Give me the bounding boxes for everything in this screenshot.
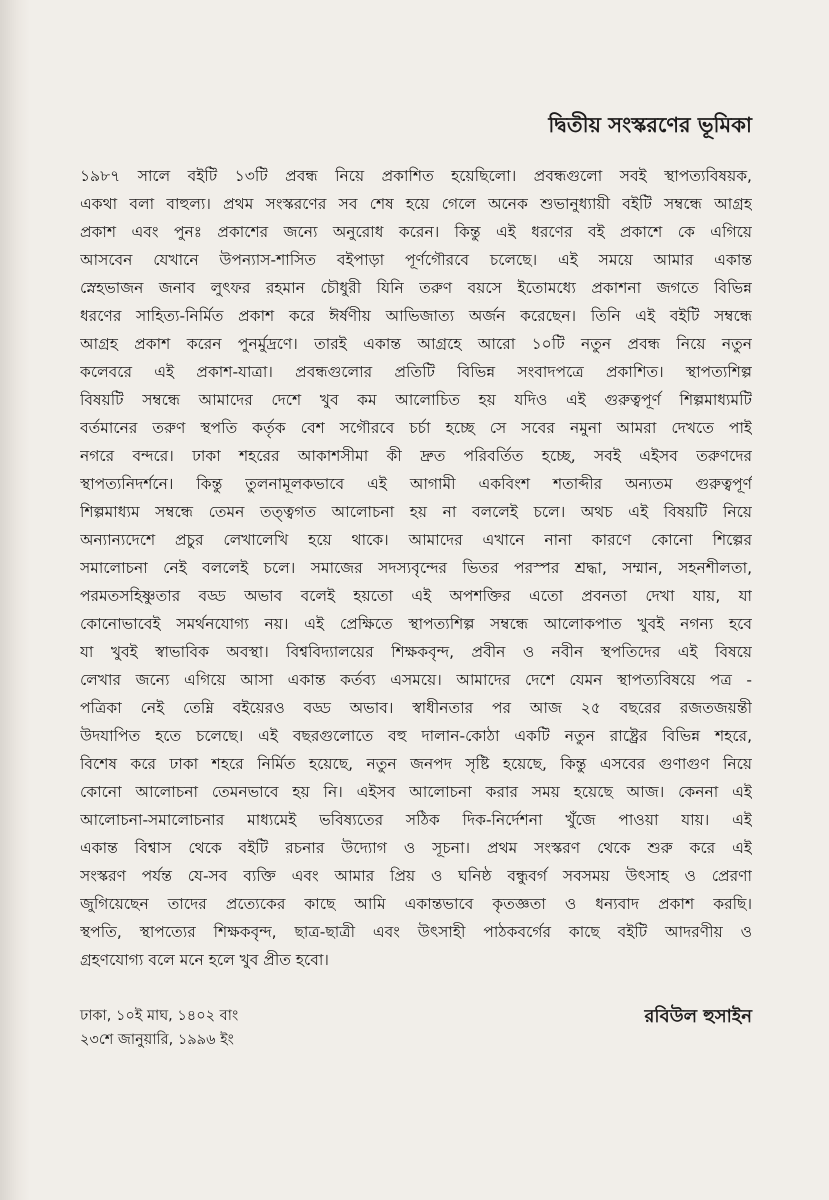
body-line: একান্ত বিশ্বাস থেকে বইটি রচনার উদ্যোগ ও সূচনা। প্রথম সংস্করণ থেকে শুরু করে এই [80, 839, 752, 857]
body-line: সমালোচনা নেই বললেই চলে। সমাজের সদস্যবৃন্দের ভিতর পরস্পর শ্রদ্ধা, সম্মান, সহনশীলতা, [80, 559, 752, 577]
body-line: গ্রহণযোগ্য বলে মনে হলে খুব প্রীত হবো। [80, 951, 329, 969]
body-line: শিল্পমাধ্যম সম্বন্ধে তেমন তত্ত্বগত আলোচনা হয় না বললেই চলে। অথচ এই বিষয়টি নিয়ে [80, 503, 752, 521]
body-line: বিষয়টি সম্বন্ধে আমাদের দেশে খুব কম আলোচিত হয় যদিও এই গুরুত্বপূর্ণ শিল্পমাধ্যমটি [80, 391, 752, 409]
body-line: বর্তমানের তরুণ স্থপতি কর্তৃক বেশ সগৌরবে চর্চা হচ্ছে সে সবের নমুনা আমরা দেখতে পাই [80, 419, 752, 437]
body-line: ১৯৮৭ সালে বইটি ১৩টি প্রবন্ধ নিয়ে প্রকাশিত হয়েছিলো। প্রবন্ধগুলো সবই স্থাপত্যবিষয়ক, [80, 167, 752, 185]
signature-block [80, 1004, 752, 1064]
page-gutter-shadow [0, 0, 30, 1200]
body-line: আসবেন যেখানে উপন্যাস-শাসিত বইপাড়া পূর্ণগৌরবে চলেছে। এই সময়ে আমার একান্ত [80, 251, 752, 269]
body-line: ধরণের সাহিত্য-নির্মিত প্রকাশ করে ঈর্ষণীয় আভিজাত্য অর্জন করেছেন। তিনি এই বইটি সম্বন্ধে [80, 307, 752, 325]
body-line: কলেবরে এই প্রকাশ-যাত্রা। প্রবন্ধগুলোর প্রতিটি বিভিন্ন সংবাদপত্রে প্রকাশিত। স্থাপত্যশিল্প [80, 363, 752, 381]
place-date-line: ঢাকা, ১০ই মাঘ, ১৪০২ বাং [80, 1008, 239, 1024]
body-line: একথা বলা বাহুল্য। প্রথম সংস্করণের সব শেষ হয়ে গেলে অনেক শুভানুধ্যায়ী বইটি সম্বন্ধে আগ্রহ [80, 195, 752, 213]
body-line: কোনোভাবেই সমর্থনযোগ্য নয়। এই প্রেক্ষিতে স্থাপত্যশিল্প সম্বন্ধে আলোকপাত খুবই নগন্য হবে [80, 615, 752, 633]
body-line: স্থপতি, স্থাপত্যের শিক্ষকবৃন্দ, ছাত্র-ছাত্রী এবং উৎসাহী পাঠকবর্গের কাছে বইটি আদরণীয় ও [80, 923, 752, 941]
body-line: বিশেষ করে ঢাকা শহরে নির্মিত হয়েছে, নতুন জনপদ সৃষ্টি হয়েছে, কিন্তু এসবের গুণাগুণ নিয়ে [80, 755, 752, 773]
place-date [80, 1004, 238, 1052]
body-line: উদযাপিত হতে চলেছে। এই বছরগুলোতে বহু দালান-কোঠা একটি নতুন রাষ্ট্রের বিভিন্ন শহরে, [80, 727, 752, 745]
body-line: আলোচনা-সমালোচনার মাধ্যমেই ভবিষ্যতের সঠিক দিক-নির্দেশনা খুঁজে পাওয়া যায়। এই [80, 811, 752, 829]
body-line: নগরে বন্দরে। ঢাকা শহরের আকাশসীমা কী দ্রুত পরিবর্তিত হচ্ছে, সবই এইসব তরুণদের [80, 447, 752, 465]
author-name: রবিউল হুসাইন [644, 1006, 752, 1027]
body-line: স্থাপত্যনিদর্শনে। কিন্তু তুলনামূলকভাবে এই আগামী একবিংশ শতাব্দীর অন্যতম গুরুত্বপূর্ণ [80, 475, 752, 493]
place-date-line: ২৩শে জানুয়ারি, ১৯৯৬ ইং [80, 1032, 234, 1048]
book-page [80, 110, 752, 1064]
body-line: জুগিয়েছেন তাদের প্রত্যেকের কাছে আমি একান্তভাবে কৃতজ্ঞতা ও ধন্যবাদ প্রকাশ করছি। [80, 895, 752, 913]
body-line: কোনো আলোচনা তেমনভাবে হয় নি। এইসব আলোচনা করার সময় হয়েছে আজ। কেননা এই [80, 783, 752, 801]
body-line: পরমতসহিষ্ণুতার বড্ড অভাব বলেই হয়তো এই অপশক্তির এতো প্রবনতা দেখা যায়, যা [80, 587, 752, 605]
body-line: প্রকাশ এবং পুনঃ প্রকাশের জন্যে অনুরোধ করেন। কিন্তু এই ধরণের বই প্রকাশে কে এগিয়ে [80, 223, 752, 241]
body-line: সংস্করণ পর্যন্ত যে-সব ব্যক্তি এবং আমার প্রিয় ও ঘনিষ্ঠ বন্ধুবর্গ সবসময় উৎসাহ ও প্রেরণা [80, 867, 752, 885]
body-line: আগ্রহ প্রকাশ করেন পুনর্মুদ্রণে। তারই একান্ত আগ্রহে আরো ১০টি নতুন প্রবন্ধ নিয়ে নতুন [80, 335, 752, 353]
body-line: স্নেহভাজন জনাব লুৎফর রহমান চৌধুরী যিনি তরুণ বয়সে ইতোমধ্যে প্রকাশনা জগতে বিভিন্ন [80, 279, 752, 297]
body-line: অন্যান্যদেশে প্রচুর লেখালেখি হয়ে থাকে। আমাদের এখানে নানা কারণে কোনো শিল্পের [80, 531, 752, 549]
preface-body [80, 162, 752, 974]
body-line: যা খুবই স্বাভাবিক অবস্থা। বিশ্ববিদ্যালয়ের শিক্ষকবৃন্দ, প্রবীন ও নবীন স্থপতিদের এই বিষয়ে [80, 643, 752, 661]
body-line: পত্রিকা নেই তেম্নি বইয়েরও বড্ড অভাব। স্বাধীনতার পর আজ ২৫ বছরের রজতজয়ন্তী [80, 699, 752, 717]
body-line: লেখার জন্যে এগিয়ে আসা একান্ত কর্তব্য এসময়ে। আমাদের দেশে যেমন স্থাপত্যবিষয়ে পত্র - [80, 671, 752, 689]
page-heading: দ্বিতীয় সংস্করণের ভূমিকা [548, 113, 752, 137]
